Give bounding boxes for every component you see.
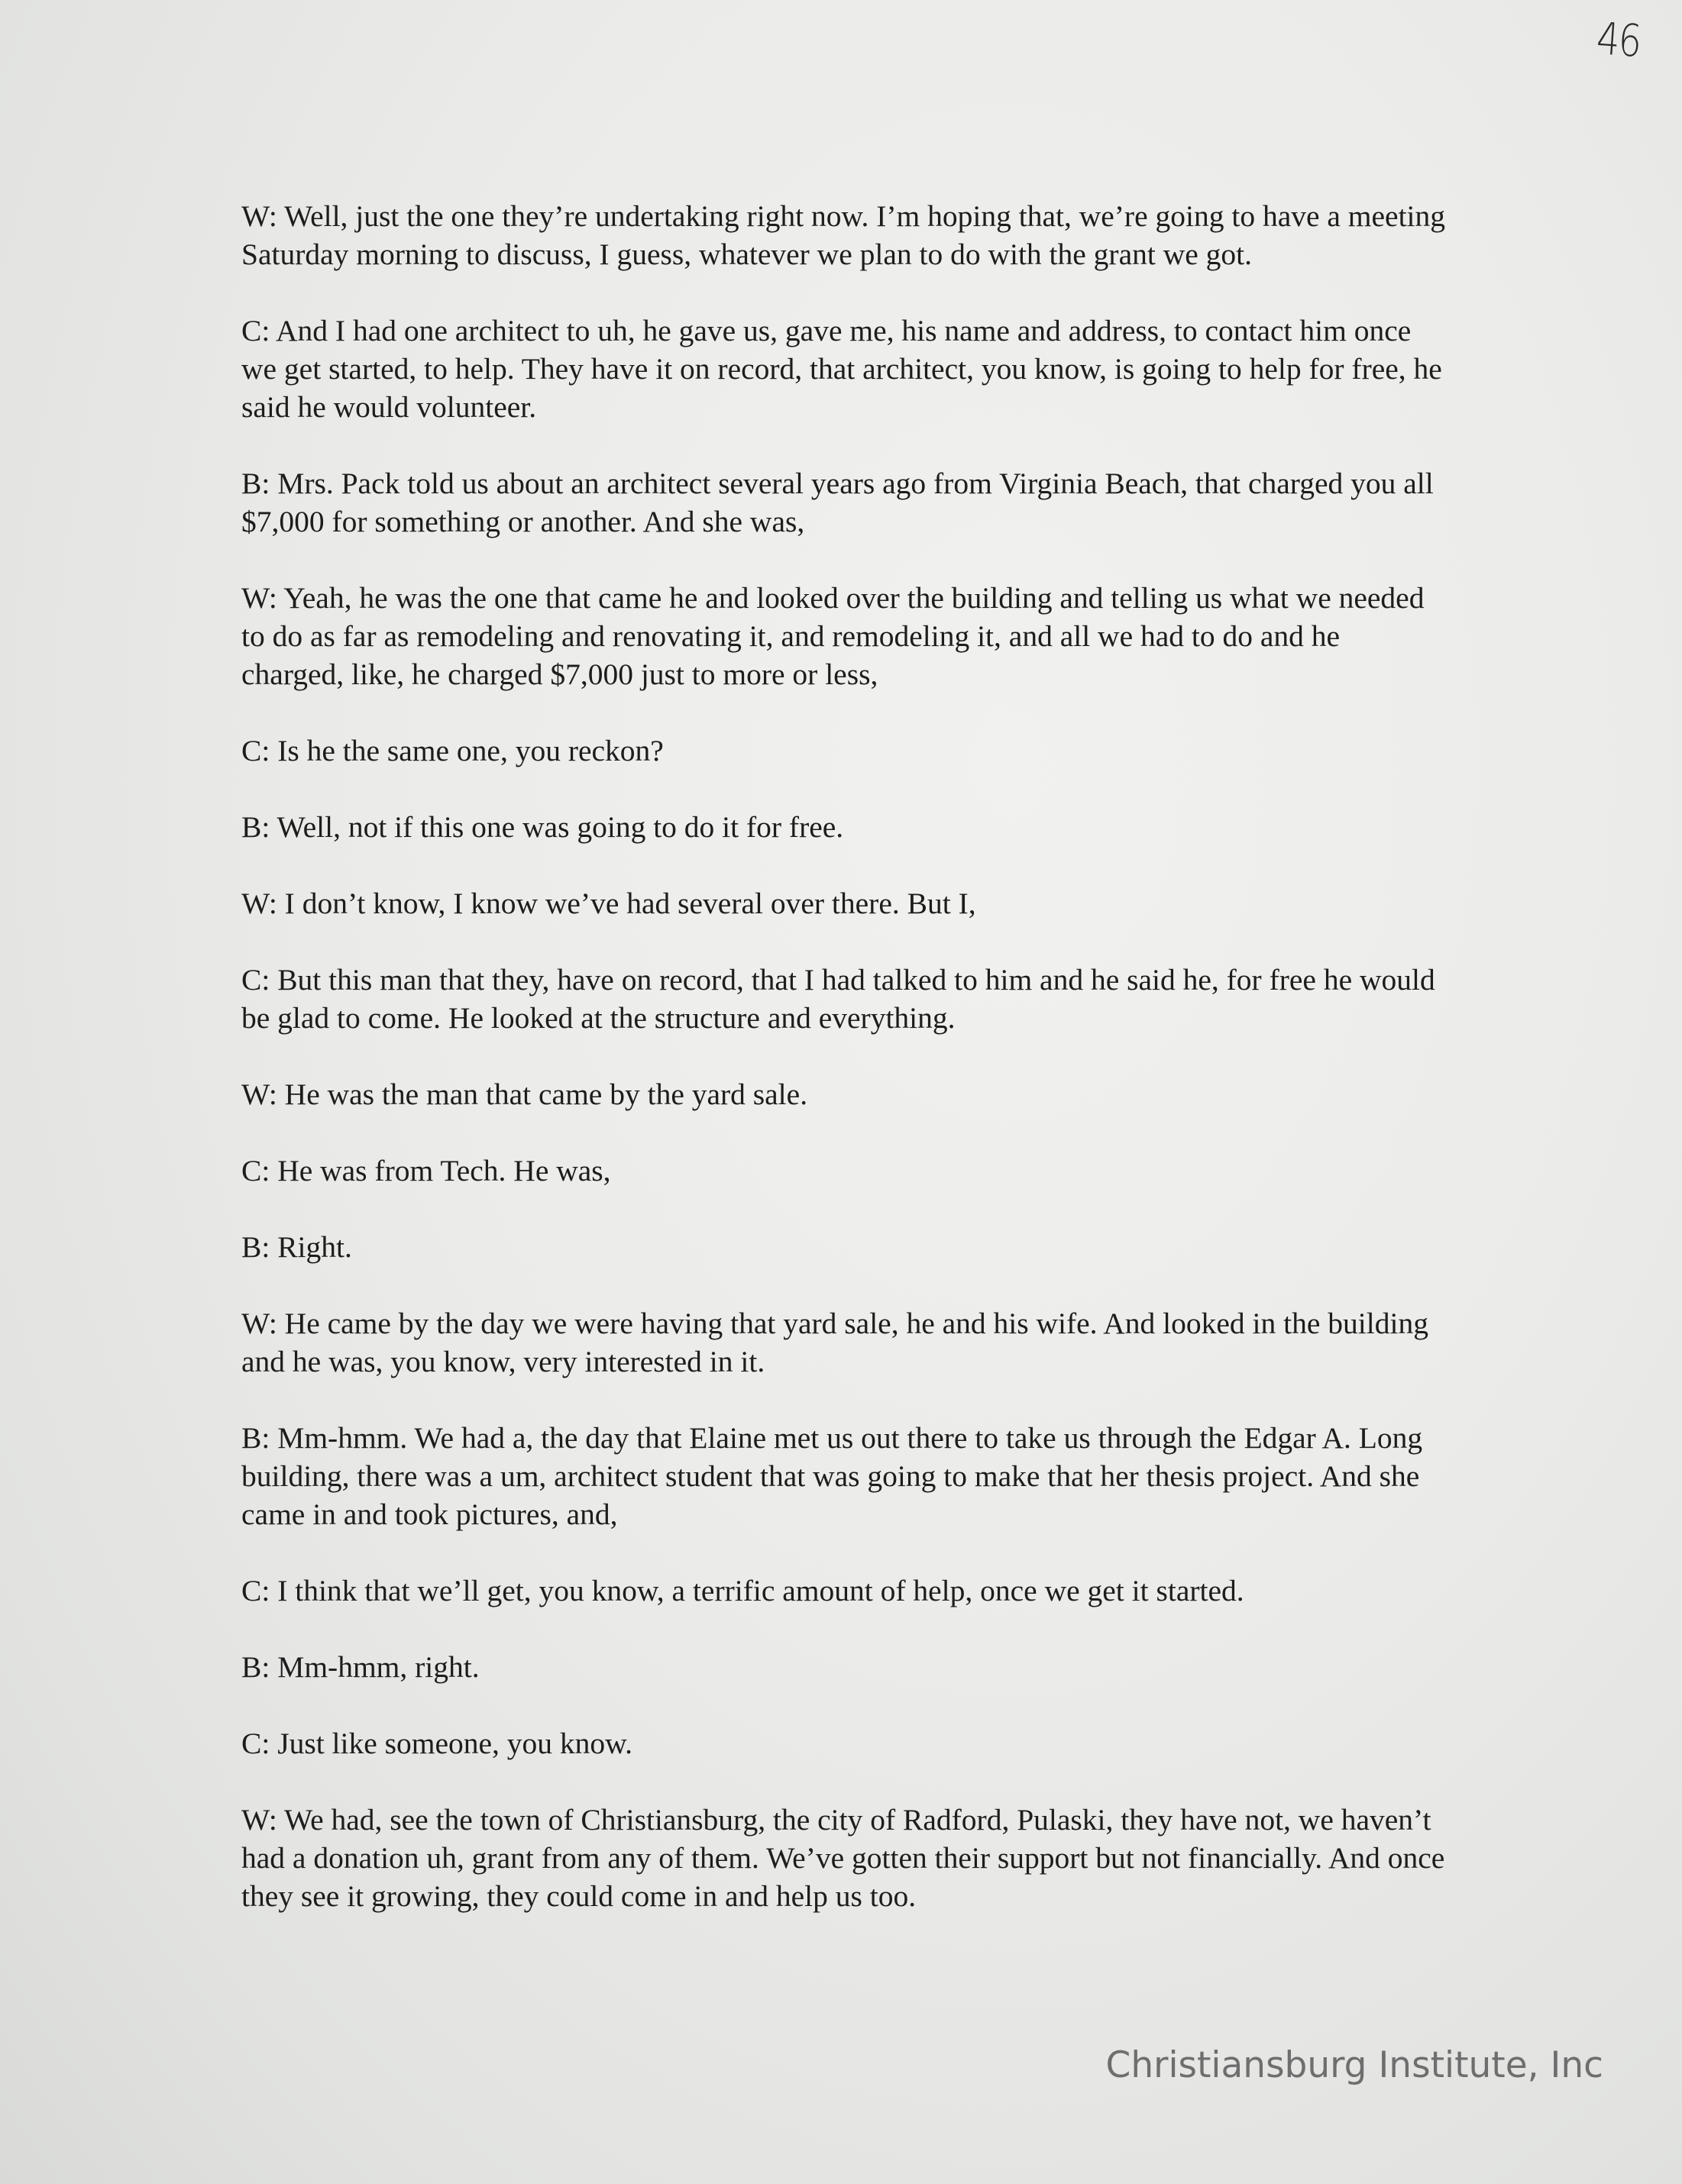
watermark-text: Christiansburg Institute, Inc xyxy=(1105,2044,1603,2086)
handwritten-page-number: 46 xyxy=(1595,12,1643,67)
transcript-paragraph: W: Well, just the one they’re undertaking right now. I’m hoping that, we’re going to have a meeting Saturday morning to discuss, I guess, whatever we plan to do with the grant we got. xyxy=(241,199,1446,271)
transcript-paragraph: C: Is he the same one, you reckon? xyxy=(241,734,664,767)
transcript-paragraph: B: Mm-hmm. We had a, the day that Elaine met us out there to take us through the Edgar A. Long building, there was a um, architect student that was going to make that her thesis project. And she came in and took pictures, and, xyxy=(241,1421,1423,1531)
transcript-paragraph: C: I think that we’ll get, you know, a terrific amount of help, once we get it started. xyxy=(241,1574,1244,1607)
transcript-paragraph: B: Mm-hmm, right. xyxy=(241,1650,480,1684)
transcript-paragraph: C: But this man that they, have on record, that I had talked to him and he said he, for free he would be glad to come. He looked at the structure and everything. xyxy=(241,963,1435,1035)
transcript-paragraph: B: Mrs. Pack told us about an architect several years ago from Virginia Beach, that charged you all $7,000 for something or another. And she was, xyxy=(241,467,1434,538)
transcript-paragraph: C: Just like someone, you know. xyxy=(241,1727,633,1760)
transcript-paragraph: W: Yeah, he was the one that came he and looked over the building and telling us what we needed to do as far as remodeling and renovating it, and remodeling it, and all we had to do and he charged, like, he charged $7,000 just to more or less, xyxy=(241,581,1425,691)
transcript-paragraph: B: Well, not if this one was going to do it for free. xyxy=(241,810,844,844)
transcript-body xyxy=(241,197,1448,1953)
transcript-paragraph: C: He was from Tech. He was, xyxy=(241,1154,611,1187)
transcript-paragraph: W: We had, see the town of Christiansburg, the city of Radford, Pulaski, they have not, we haven’t had a donation uh, grant from any of them. We’ve gotten their support but not financially. And once they see it growing, they could come in and help us too. xyxy=(241,1803,1445,1913)
transcript-paragraph: W: He was the man that came by the yard sale. xyxy=(241,1077,808,1111)
transcript-paragraph: B: Right. xyxy=(241,1230,352,1264)
transcript-paragraph: C: And I had one architect to uh, he gave us, gave me, his name and address, to contact him once we get started, to help. They have it on record, that architect, you know, is going to help for free, he said he would volunteer. xyxy=(241,314,1442,424)
transcript-paragraph: W: He came by the day we were having that yard sale, he and his wife. And looked in the building and he was, you know, very interested in it. xyxy=(241,1307,1428,1378)
transcript-paragraph: W: I don’t know, I know we’ve had several over there. But I, xyxy=(241,887,976,920)
